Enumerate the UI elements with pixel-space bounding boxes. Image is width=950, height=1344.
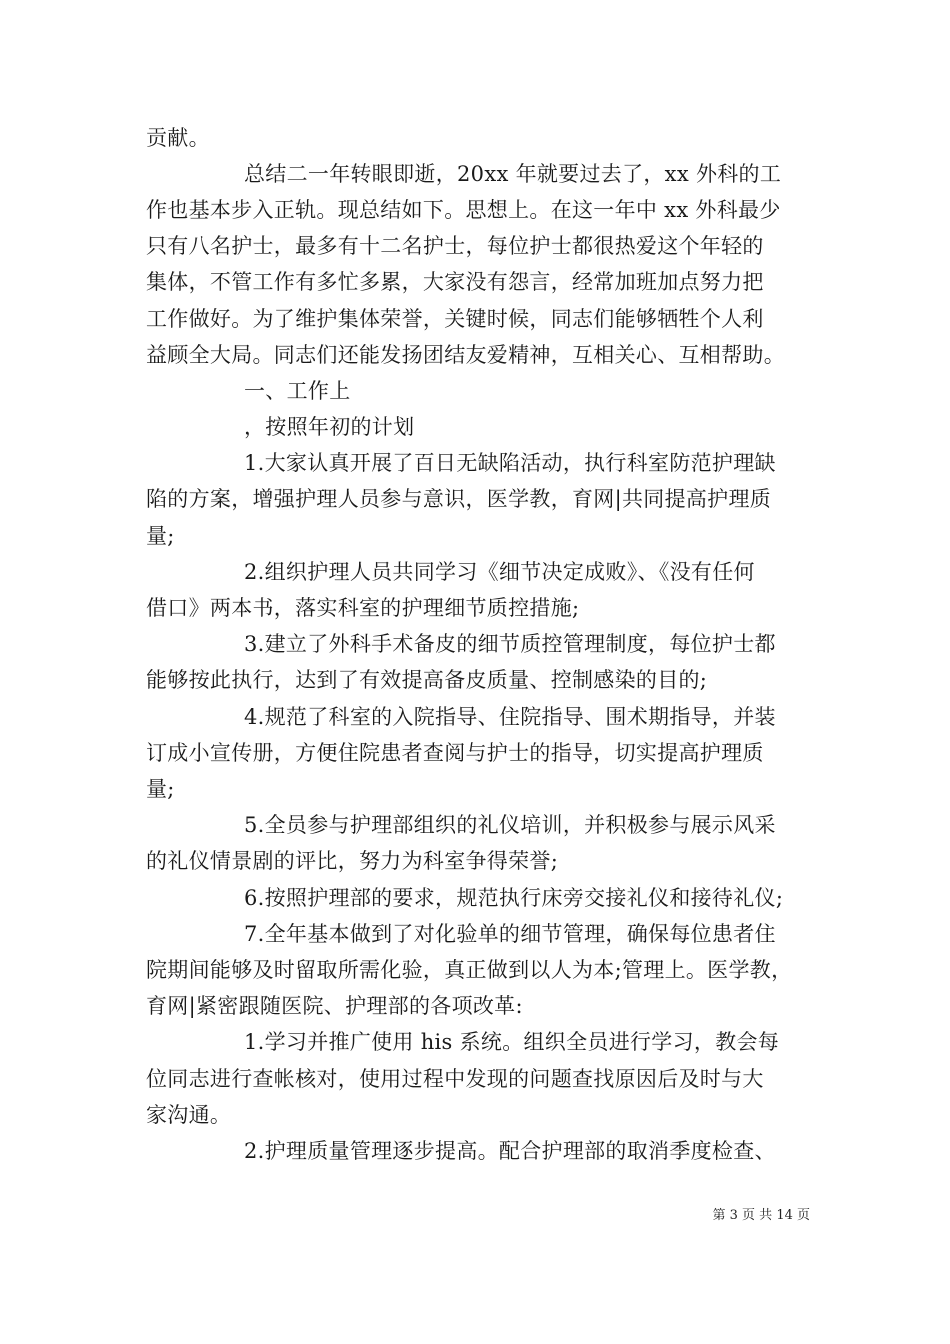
list-item: 4.规范了科室的入院指导、住院指导、围术期指导，并装	[244, 705, 776, 729]
text-line: 作也基本步入正轨。现总结如下。思想上。在这一年中 xx 外科最少	[146, 198, 781, 222]
list-item: 7.全年基本做到了对化验单的细节管理，确保每位患者住	[244, 922, 776, 946]
text-line: 工作做好。为了维护集体荣誉，关键时候，同志们能够牺牲个人利	[146, 307, 764, 331]
list-item: 3.建立了外科手术备皮的细节质控管理制度，每位护士都	[244, 632, 776, 656]
page-number: 第 3 页 共 14 页	[712, 1208, 810, 1223]
text-line: 借口》两本书，落实科室的护理细节质控措施;	[146, 596, 580, 620]
text-line: 能够按此执行，达到了有效提高备皮质量、控制感染的目的;	[146, 668, 708, 692]
list-item: 1.大家认真开展了百日无缺陷活动，执行科室防范护理缺	[244, 451, 776, 475]
list-item: 1.学习并推广使用 his 系统。组织全员进行学习，教会每	[244, 1030, 780, 1054]
text-line: 家沟通。	[146, 1103, 232, 1127]
section-heading: 一、工作上	[244, 379, 351, 403]
text-line: 订成小宣传册，方便住院患者查阅与护士的指导，切实提高护理质	[146, 741, 764, 765]
text-line: 量;	[146, 777, 175, 801]
text-line: 量;	[146, 524, 175, 548]
text-line: 集体，不管工作有多忙多累，大家没有怨言，经常加班加点努力把	[146, 270, 764, 294]
text-line: ，按照年初的计划	[244, 415, 415, 439]
text-line: 陷的方案，增强护理人员参与意识，医学教，育网|共同提高护理质	[146, 487, 772, 511]
text-line: 的礼仪情景剧的评比，努力为科室争得荣誉;	[146, 849, 559, 873]
list-item: 5.全员参与护理部组织的礼仪培训，并积极参与展示风采	[244, 813, 776, 837]
text-line: 位同志进行查帐核对，使用过程中发现的问题查找原因后及时与大	[146, 1067, 764, 1091]
text-line: 总结二一年转眼即逝，20xx 年就要过去了，xx 外科的工	[244, 162, 782, 186]
text-line: 益顾全大局。同志们还能发扬团结友爱精神，互相关心、互相帮助。	[146, 343, 785, 367]
list-item: 6.按照护理部的要求，规范执行床旁交接礼仪和接待礼仪;	[244, 886, 784, 910]
text-line: 贡献。	[146, 126, 210, 150]
text-line: 育网|紧密跟随医院、护理部的各项改革:	[146, 994, 523, 1018]
list-item: 2.护理质量管理逐步提高。配合护理部的取消季度检查、	[244, 1139, 776, 1163]
list-item: 2.组织护理人员共同学习《细节决定成败》、《没有任何	[244, 560, 755, 584]
text-line: 院期间能够及时留取所需化验，真正做到以人为本;管理上。医学教，	[146, 958, 793, 982]
text-line: 只有八名护士，最多有十二名护士，每位护士都很热爱这个年轻的	[146, 234, 764, 258]
